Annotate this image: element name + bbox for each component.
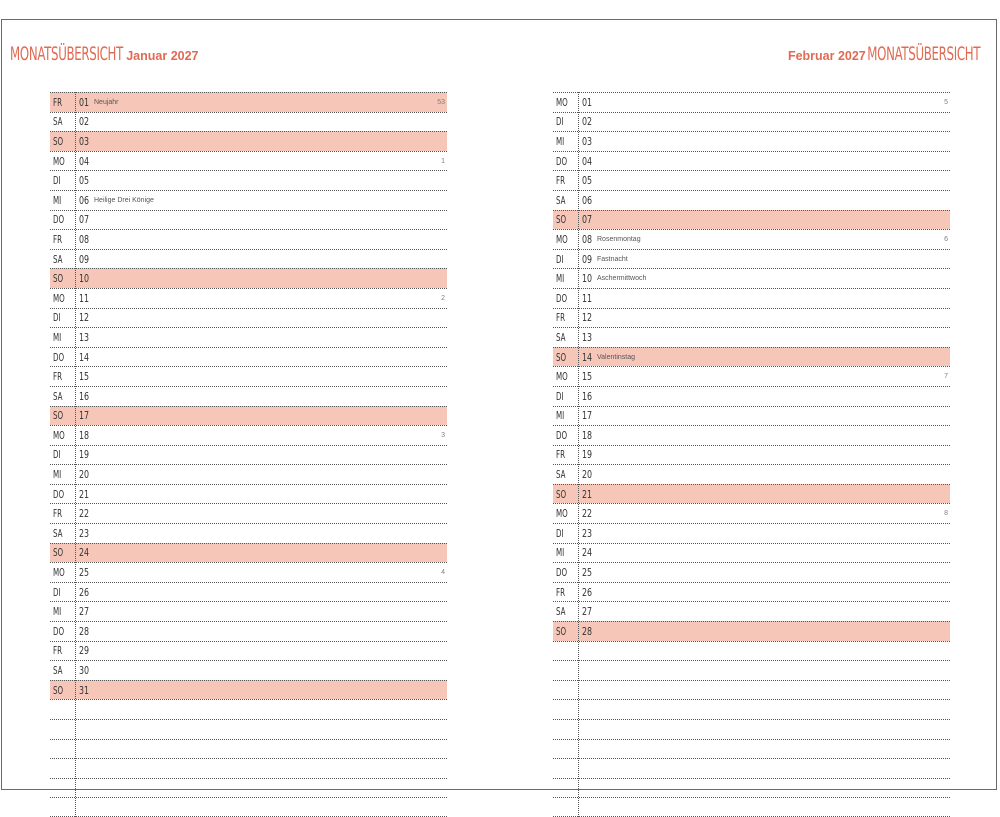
blank-row[interactable] — [553, 797, 950, 817]
day-row[interactable] — [553, 249, 950, 269]
blank-row[interactable] — [50, 719, 447, 739]
day-row[interactable] — [50, 484, 447, 504]
day-number: 20 — [79, 468, 90, 482]
weekday-label: MI — [53, 330, 62, 344]
day-note: Heilige Drei Könige — [94, 196, 154, 204]
weekday-label: FR — [556, 311, 566, 325]
day-number: 17 — [79, 409, 90, 423]
day-number: 28 — [582, 624, 593, 638]
day-number: 04 — [582, 154, 593, 168]
weekday-label: DI — [556, 115, 564, 129]
column-divider — [578, 92, 579, 817]
weekday-label: MI — [53, 193, 62, 207]
day-number: 06 — [582, 193, 593, 207]
day-number: 24 — [582, 546, 593, 560]
weekday-label: SA — [53, 389, 63, 403]
weekday-label: SA — [53, 115, 63, 129]
day-number: 27 — [79, 605, 90, 619]
day-row[interactable] — [50, 582, 447, 602]
day-row[interactable] — [50, 601, 447, 621]
weekday-label: DO — [53, 213, 65, 227]
day-number: 20 — [582, 468, 593, 482]
weekday-label: SO — [53, 409, 64, 423]
day-note: Fastnacht — [597, 255, 628, 263]
day-number: 09 — [79, 252, 90, 266]
day-number: 30 — [79, 664, 90, 678]
day-number: 15 — [79, 370, 90, 384]
right-page-header — [788, 43, 980, 65]
weekday-label: FR — [53, 232, 63, 246]
day-row[interactable] — [50, 660, 447, 680]
day-number: 19 — [582, 448, 593, 462]
right-page-month: Februar 2027 — [787, 49, 866, 63]
day-row[interactable] — [553, 131, 950, 151]
weekday-label: SA — [556, 468, 566, 482]
day-number: 16 — [582, 389, 593, 403]
day-row[interactable] — [50, 347, 447, 367]
day-row[interactable] — [553, 112, 950, 132]
weekday-label: DI — [53, 448, 61, 462]
day-number: 02 — [79, 115, 90, 129]
weekday-label: DO — [556, 154, 568, 168]
day-number: 22 — [582, 507, 593, 521]
week-number: 3 — [441, 431, 445, 439]
day-number: 18 — [582, 428, 593, 442]
blank-row[interactable] — [553, 699, 950, 719]
day-number: 05 — [79, 174, 90, 188]
day-note: Valentinstag — [597, 353, 636, 361]
weekday-label: MI — [556, 546, 565, 560]
day-note: Rosenmontag — [597, 235, 641, 243]
day-row[interactable] — [553, 543, 950, 563]
weekday-label: SO — [53, 272, 64, 286]
weekday-label: MO — [556, 507, 568, 521]
weekday-label: SO — [53, 134, 64, 148]
weekday-label: MO — [556, 370, 568, 384]
day-row[interactable] — [50, 386, 447, 406]
day-row[interactable] — [553, 151, 950, 171]
day-number: 16 — [79, 389, 90, 403]
weekday-label: FR — [556, 585, 566, 599]
day-number: 19 — [79, 448, 90, 462]
weekday-label: MI — [53, 605, 62, 619]
weekday-label: SO — [53, 683, 64, 697]
week-number: 4 — [441, 569, 445, 577]
weekday-label: DO — [556, 428, 568, 442]
day-row[interactable] — [50, 112, 447, 132]
right-page-title: MONATSÜBERSICHT — [867, 43, 980, 65]
day-row[interactable] — [553, 464, 950, 484]
weekday-label: SO — [53, 546, 64, 560]
weekday-label: DO — [556, 291, 568, 305]
weekday-label: DI — [53, 311, 61, 325]
day-row[interactable] — [553, 308, 950, 328]
weekday-label: MO — [556, 95, 568, 109]
weekday-label: MO — [53, 154, 65, 168]
day-row[interactable] — [553, 562, 950, 582]
blank-row[interactable] — [50, 739, 447, 759]
day-number: 08 — [79, 232, 90, 246]
day-row[interactable] — [50, 249, 447, 269]
blank-row[interactable] — [50, 797, 447, 817]
column-divider — [75, 92, 76, 817]
day-number: 09 — [582, 252, 593, 266]
day-number: 15 — [582, 370, 593, 384]
day-row[interactable] — [50, 680, 447, 700]
day-row[interactable] — [553, 406, 950, 426]
day-number: 13 — [79, 330, 90, 344]
day-row[interactable] — [553, 327, 950, 347]
weekday-label: SA — [556, 605, 566, 619]
blank-row[interactable] — [553, 641, 950, 661]
day-number: 03 — [79, 134, 90, 148]
day-number: 26 — [582, 585, 593, 599]
day-row[interactable] — [553, 425, 950, 445]
weekday-label: MI — [53, 468, 62, 482]
day-row[interactable] — [553, 582, 950, 602]
day-row[interactable] — [50, 503, 447, 523]
day-number: 27 — [582, 605, 593, 619]
day-row[interactable] — [553, 92, 950, 112]
weekday-label: MI — [556, 272, 565, 286]
day-number: 12 — [79, 311, 90, 325]
day-row[interactable] — [50, 92, 447, 112]
weekday-label: FR — [53, 644, 63, 658]
day-number: 04 — [79, 154, 90, 168]
day-row[interactable] — [50, 229, 447, 249]
day-row[interactable] — [553, 229, 950, 249]
day-row[interactable] — [553, 484, 950, 504]
day-row[interactable] — [50, 308, 447, 328]
day-row[interactable] — [50, 445, 447, 465]
blank-row[interactable] — [553, 680, 950, 700]
day-number: 02 — [582, 115, 593, 129]
day-number: 18 — [79, 428, 90, 442]
day-row[interactable] — [553, 601, 950, 621]
left-page-header — [10, 43, 199, 65]
day-number: 01 — [79, 95, 90, 109]
day-number: 21 — [582, 487, 593, 501]
day-note: Neujahr — [94, 98, 119, 106]
weekday-label: SA — [53, 526, 63, 540]
blank-row[interactable] — [553, 778, 950, 798]
day-number: 21 — [79, 487, 90, 501]
day-number: 14 — [79, 350, 90, 364]
day-row[interactable] — [553, 347, 950, 367]
left-page-month: Januar 2027 — [126, 49, 199, 63]
blank-row[interactable] — [50, 758, 447, 778]
weekday-label: SO — [556, 487, 567, 501]
weekday-label: MI — [556, 409, 565, 423]
weekday-label: DI — [53, 174, 61, 188]
weekday-label: MO — [53, 291, 65, 305]
day-row[interactable] — [50, 562, 447, 582]
day-row[interactable] — [50, 151, 447, 171]
weekday-label: DO — [53, 350, 65, 364]
day-row[interactable] — [553, 210, 950, 230]
day-row[interactable] — [50, 131, 447, 151]
weekday-label: MO — [53, 566, 65, 580]
weekday-label: MO — [53, 428, 65, 442]
weekday-label: SO — [556, 350, 567, 364]
day-number: 07 — [79, 213, 90, 227]
weekday-label: DO — [556, 566, 568, 580]
day-row[interactable] — [553, 503, 950, 523]
weekday-label: SA — [556, 330, 566, 344]
weekday-label: FR — [53, 95, 63, 109]
day-row[interactable] — [50, 406, 447, 426]
day-row[interactable] — [553, 366, 950, 386]
day-row[interactable] — [50, 210, 447, 230]
weekday-label: FR — [53, 507, 63, 521]
day-number: 31 — [79, 683, 90, 697]
day-row[interactable] — [553, 190, 950, 210]
day-row[interactable] — [50, 366, 447, 386]
week-number: 7 — [944, 373, 948, 381]
day-number: 11 — [79, 291, 90, 305]
weekday-label: DI — [556, 252, 564, 266]
day-row[interactable] — [553, 523, 950, 543]
day-row[interactable] — [50, 523, 447, 543]
day-row[interactable] — [50, 170, 447, 190]
week-number: 53 — [437, 98, 445, 106]
weekday-label: SA — [53, 664, 63, 678]
weekday-label: FR — [556, 448, 566, 462]
day-row[interactable] — [50, 464, 447, 484]
weekday-label: SO — [556, 213, 567, 227]
day-number: 25 — [582, 566, 593, 580]
day-row[interactable] — [553, 268, 950, 288]
weekday-label: DO — [53, 624, 65, 638]
weekday-label: SO — [556, 624, 567, 638]
week-number: 8 — [944, 510, 948, 518]
day-number: 23 — [79, 526, 90, 540]
day-row[interactable] — [50, 543, 447, 563]
day-number: 05 — [582, 174, 593, 188]
week-number: 6 — [944, 235, 948, 243]
weekday-label: DI — [53, 585, 61, 599]
day-row[interactable] — [553, 386, 950, 406]
day-row[interactable] — [553, 170, 950, 190]
day-number: 03 — [582, 134, 593, 148]
day-number: 22 — [79, 507, 90, 521]
weekday-label: DI — [556, 389, 564, 403]
february-day-list — [553, 92, 950, 817]
day-number: 25 — [79, 566, 90, 580]
day-number: 24 — [79, 546, 90, 560]
day-row[interactable] — [553, 445, 950, 465]
weekday-label: SA — [53, 252, 63, 266]
week-number: 1 — [441, 157, 445, 165]
day-number: 08 — [582, 232, 593, 246]
week-number: 5 — [944, 98, 948, 106]
blank-row[interactable] — [553, 739, 950, 759]
day-number: 10 — [582, 272, 593, 286]
weekday-label: DO — [53, 487, 65, 501]
blank-row[interactable] — [553, 758, 950, 778]
blank-row[interactable] — [50, 699, 447, 719]
day-number: 14 — [582, 350, 593, 364]
blank-row[interactable] — [553, 660, 950, 680]
day-row[interactable] — [50, 288, 447, 308]
day-number: 11 — [582, 291, 593, 305]
january-day-list — [50, 92, 447, 817]
blank-row[interactable] — [50, 778, 447, 798]
day-number: 01 — [582, 95, 593, 109]
weekday-label: MO — [556, 232, 568, 246]
blank-row[interactable] — [553, 719, 950, 739]
day-number: 17 — [582, 409, 593, 423]
day-row[interactable] — [50, 641, 447, 661]
day-note: Aschermittwoch — [597, 275, 647, 283]
day-row[interactable] — [553, 288, 950, 308]
day-number: 29 — [79, 644, 90, 658]
day-number: 12 — [582, 311, 593, 325]
day-row[interactable] — [50, 621, 447, 641]
day-number: 26 — [79, 585, 90, 599]
day-row[interactable] — [50, 425, 447, 445]
weekday-label: FR — [556, 174, 566, 188]
day-row[interactable] — [50, 327, 447, 347]
day-number: 13 — [582, 330, 593, 344]
day-number: 06 — [79, 193, 90, 207]
day-number: 23 — [582, 526, 593, 540]
day-number: 07 — [582, 213, 593, 227]
weekday-label: DI — [556, 526, 564, 540]
day-number: 28 — [79, 624, 90, 638]
weekday-label: SA — [556, 193, 566, 207]
day-row[interactable] — [553, 621, 950, 641]
planner-spread — [1, 19, 997, 790]
week-number: 2 — [441, 294, 445, 302]
left-page-title: MONATSÜBERSICHT — [10, 43, 123, 65]
weekday-label: FR — [53, 370, 63, 384]
day-row[interactable] — [50, 268, 447, 288]
day-number: 10 — [79, 272, 90, 286]
weekday-label: MI — [556, 134, 565, 148]
day-row[interactable] — [50, 190, 447, 210]
